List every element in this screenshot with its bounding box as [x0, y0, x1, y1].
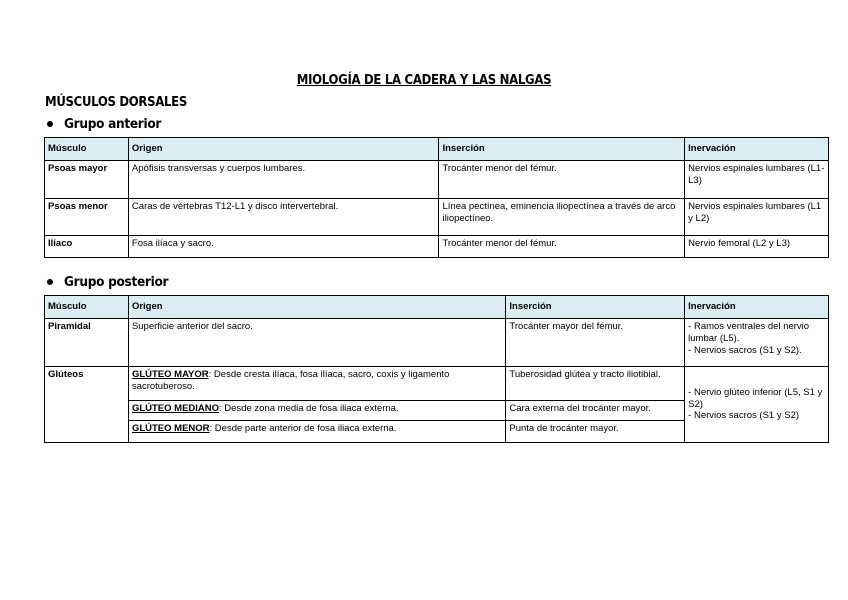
gluteo-mayor-origen: : Desde cresta ilíaca, fosa ilíaca, sacro, coxis y ligamento sacrotuberoso. [131, 369, 450, 392]
cell-insercion: Punta de trocánter mayor. [506, 421, 685, 443]
cell-musculo: Psoas mayor [45, 161, 129, 199]
cell-origen: Caras de vértebras T12-L1 y disco intervertebral. [128, 199, 439, 236]
cell-inervacion: Nervios espinales lumbares (L1-L3) [685, 161, 829, 199]
cell-inervacion [685, 367, 829, 443]
cell-musculo: Psoas menor [45, 199, 129, 236]
cell-insercion: Línea pectínea, eminencia iliopectínea a través de arco iliopectíneo. [439, 199, 685, 236]
table-header-row [45, 138, 829, 161]
table-row [45, 319, 829, 367]
cell-insercion: Trocánter menor del fémur. [439, 161, 685, 199]
gluteo-mediano-origen: : Desde zona media de fosa iliaca externa. [219, 403, 399, 414]
table-row [45, 161, 829, 199]
group-anterior-label: Grupo anterior [64, 116, 162, 132]
cell-insercion: Trocánter menor del fémur. [439, 236, 685, 258]
table-row [45, 199, 829, 236]
cell-origen [128, 401, 505, 421]
header-inervacion: Inervación [685, 296, 829, 319]
cell-insercion: Trocánter mayor del fémur. [506, 319, 685, 367]
header-musculo: Músculo [45, 138, 129, 161]
cell-origen [128, 421, 505, 443]
gluteo-menor-origen: : Desde parte anterior de fosa iliaca externa. [209, 423, 397, 434]
gluteo-mediano-label: GLÚTEO MEDIANO [131, 403, 220, 414]
cell-musculo: Piramidal [45, 319, 129, 367]
group-anterior-heading [47, 116, 161, 132]
cell-origen: Superficie anterior del sacro. [128, 319, 505, 367]
posterior-table [44, 295, 829, 443]
bullet-icon [47, 121, 53, 127]
inervacion-line: - Nervios sacros (S1 y S2) [688, 410, 800, 422]
cell-origen [128, 367, 505, 401]
section-heading: MÚSCULOS DORSALES [45, 95, 187, 110]
anterior-table [44, 137, 829, 258]
inervacion-line: - Ramos ventrales del nervio lumbar (L5). [688, 321, 810, 344]
header-musculo: Músculo [45, 296, 129, 319]
header-origen: Origen [128, 296, 505, 319]
cell-origen: Apófisis transversas y cuerpos lumbares. [128, 161, 439, 199]
inervacion-line: - Nervio glúteo inferior (L5, S1 y S2) [688, 386, 823, 410]
gluteo-menor-label: GLÚTEO MENOR [131, 423, 210, 434]
inervacion-line: - Nervios sacros (S1 y S2). [688, 344, 802, 356]
cell-musculo: Glúteos [45, 367, 129, 443]
cell-insercion: Cara externa del trocánter mayor. [506, 401, 685, 421]
table-row [45, 236, 829, 258]
cell-inervacion: Nervios espinales lumbares (L1 y L2) [685, 199, 829, 236]
page-title: MIOLOGÍA DE LA CADERA Y LAS NALGAS [296, 73, 552, 88]
table-row [45, 367, 829, 401]
cell-origen: Fosa ilíaca y sacro. [128, 236, 439, 258]
bullet-icon [47, 279, 53, 285]
header-origen: Origen [128, 138, 439, 161]
cell-inervacion: Nervio femoral (L2 y L3) [685, 236, 829, 258]
header-inervacion: Inervación [685, 138, 829, 161]
cell-inervacion [685, 319, 829, 367]
group-posterior-heading [47, 274, 168, 290]
header-insercion: Inserción [506, 296, 685, 319]
group-posterior-label: Grupo posterior [64, 274, 169, 290]
header-insercion: Inserción [439, 138, 685, 161]
gluteo-mayor-label: GLÚTEO MAYOR [131, 369, 209, 380]
cell-musculo: Ilíaco [45, 236, 129, 258]
table-header-row [45, 296, 829, 319]
cell-insercion: Tuberosidad glútea y tracto iliotibial. [506, 367, 685, 401]
